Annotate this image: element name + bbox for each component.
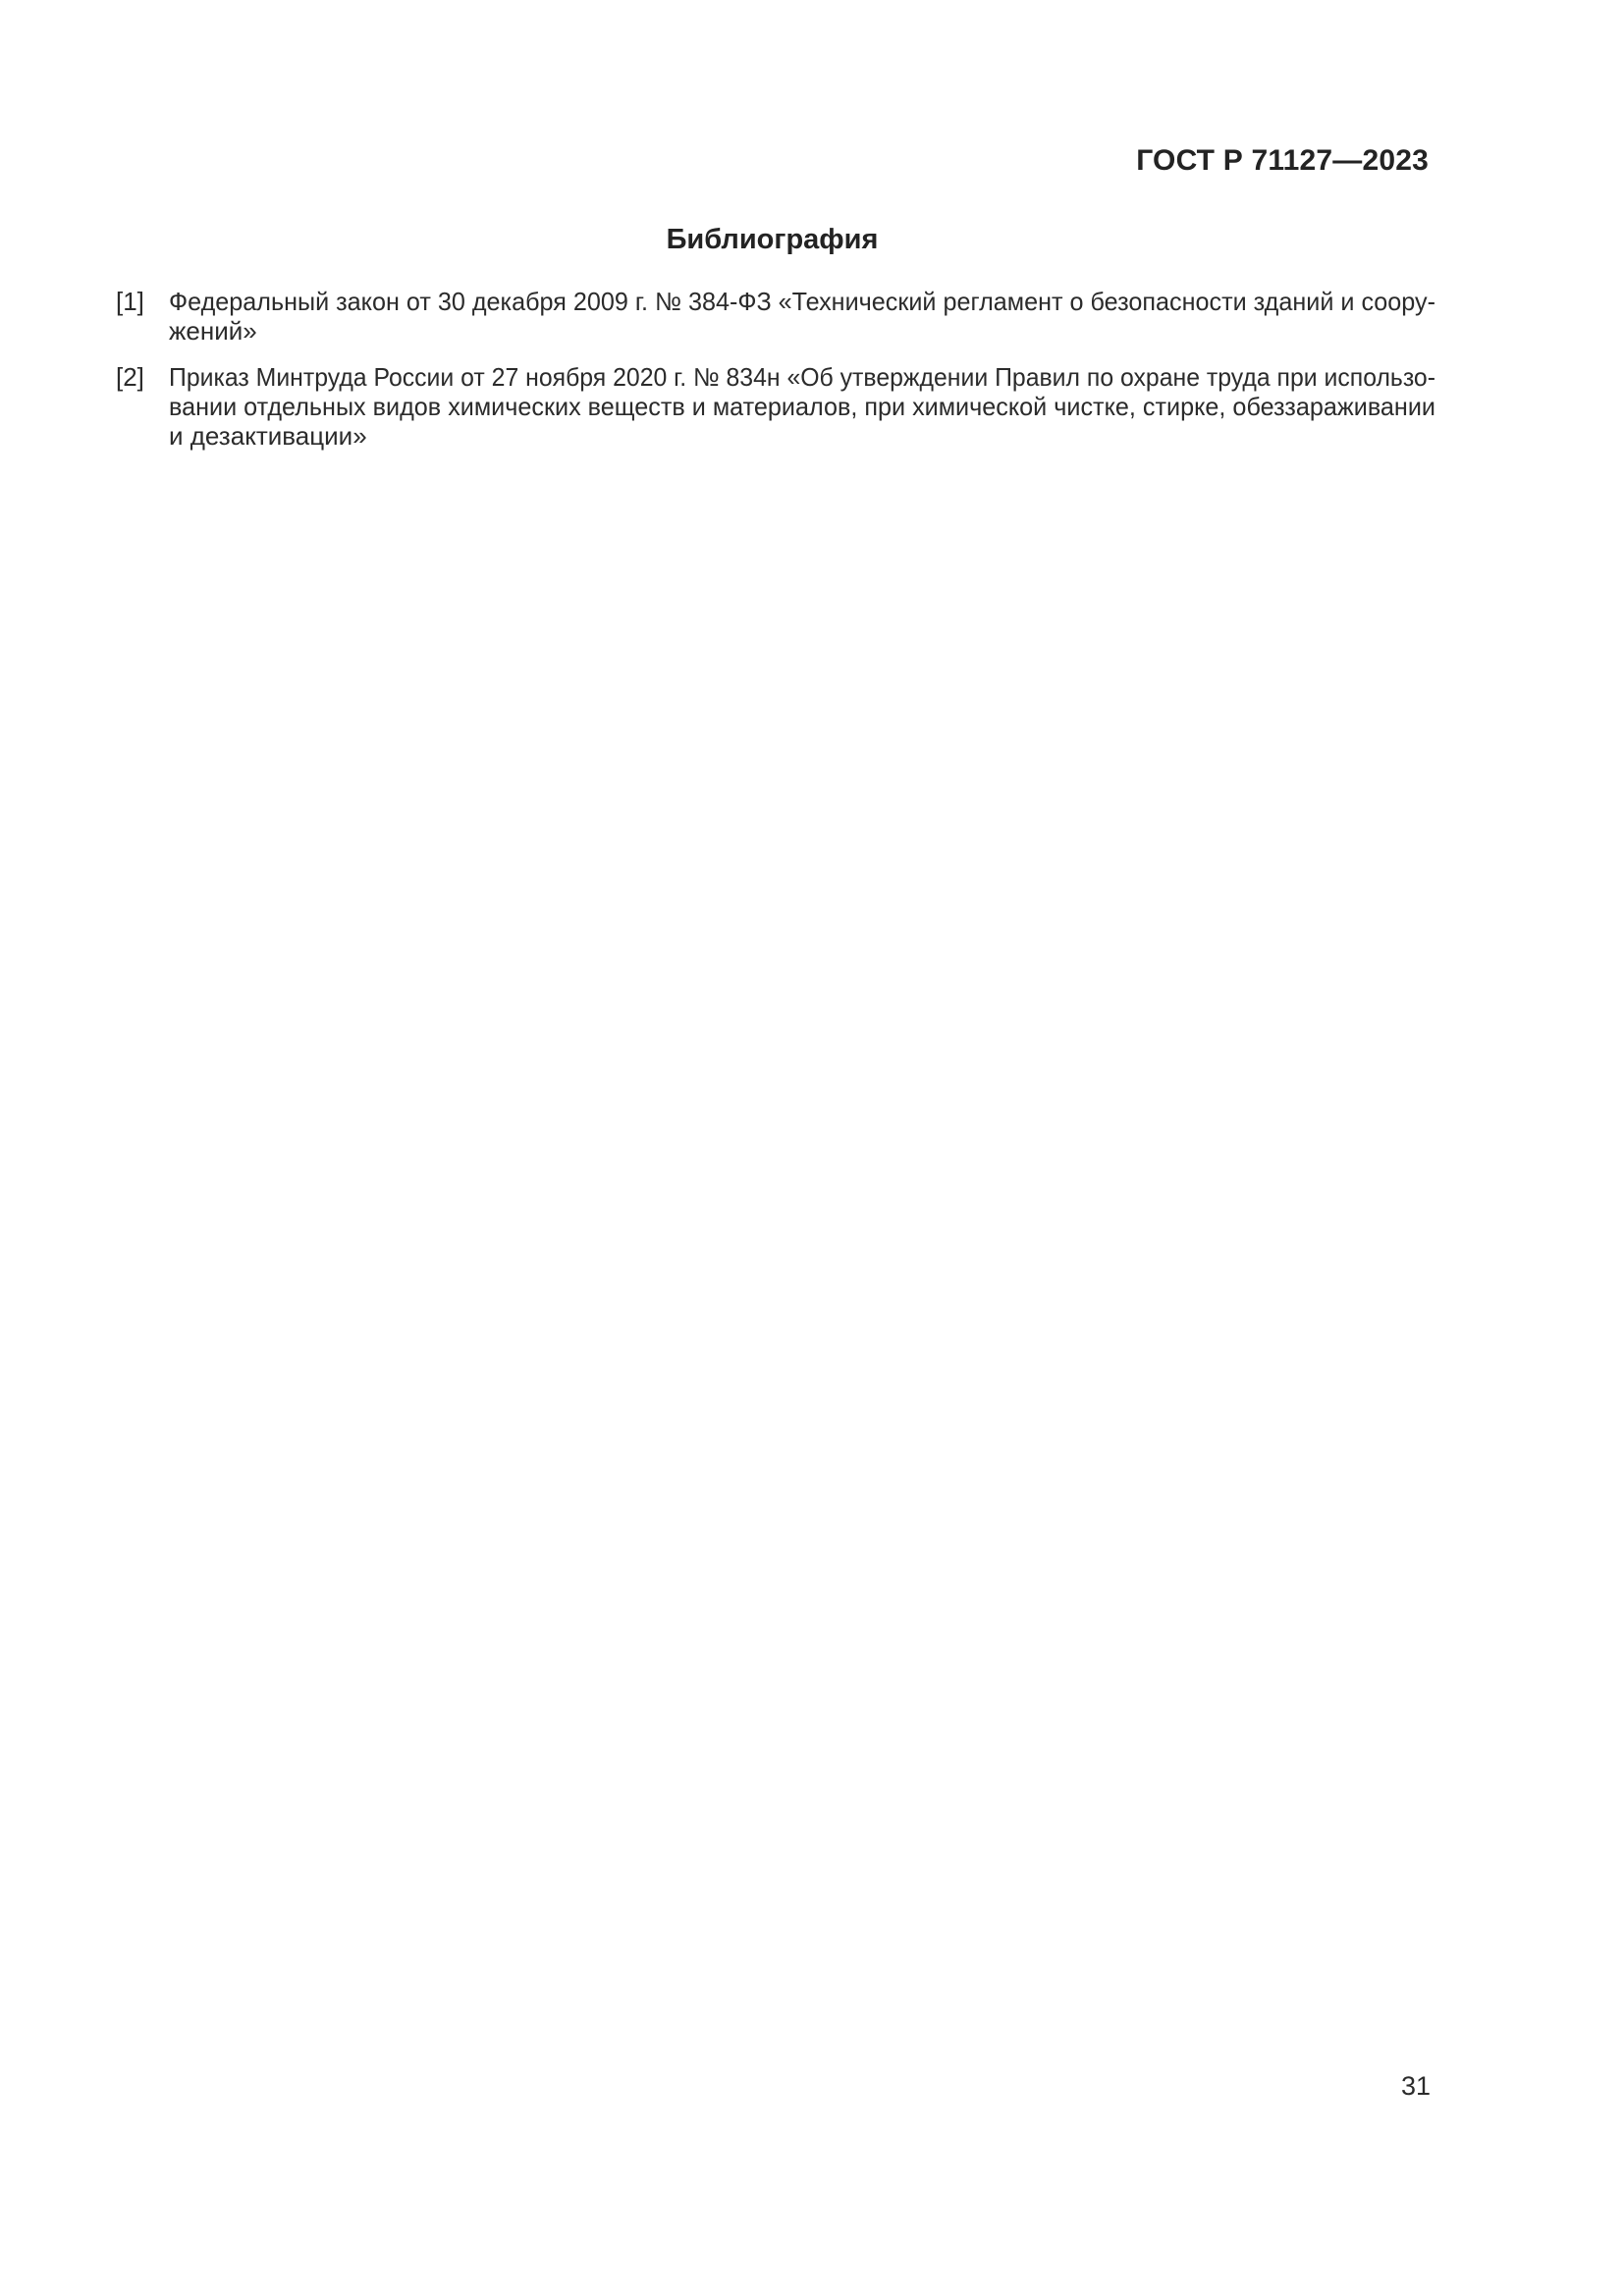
entry-number: [2] (116, 362, 144, 392)
entry-number: [1] (116, 287, 144, 316)
entry-line (169, 287, 1435, 316)
entry-text (169, 362, 1435, 451)
page-number: 31 (1400, 2071, 1431, 2101)
bibliography-list (116, 287, 1435, 451)
entry-line-text: Федеральный закон от 30 декабря 2009 г. № 384-ФЗ «Технический регламент о безопасности зданий и соору- (169, 287, 1435, 316)
entry-line (169, 392, 1435, 421)
bibliography-title: Библиография (666, 224, 879, 255)
entry-text (169, 287, 1435, 346)
entry-line-text: и дезактивации» (169, 421, 367, 451)
bibliography-entry (116, 287, 1435, 346)
entry-line (169, 316, 1435, 346)
entry-line (169, 421, 1435, 451)
entry-line-text: Приказ Минтруда России от 27 ноября 2020 г. № 834н «Об утверждении Правил по охране труда при использо- (169, 362, 1435, 392)
entry-line-text: вании отдельных видов химических веществ и материалов, при химической чистке, стирке, обеззараживании (169, 392, 1435, 421)
doc-code-header: ГОСТ Р 71127—2023 (1136, 144, 1429, 177)
entry-line-text: жений» (169, 316, 257, 346)
entry-line (169, 362, 1435, 392)
bibliography-entry (116, 362, 1435, 451)
